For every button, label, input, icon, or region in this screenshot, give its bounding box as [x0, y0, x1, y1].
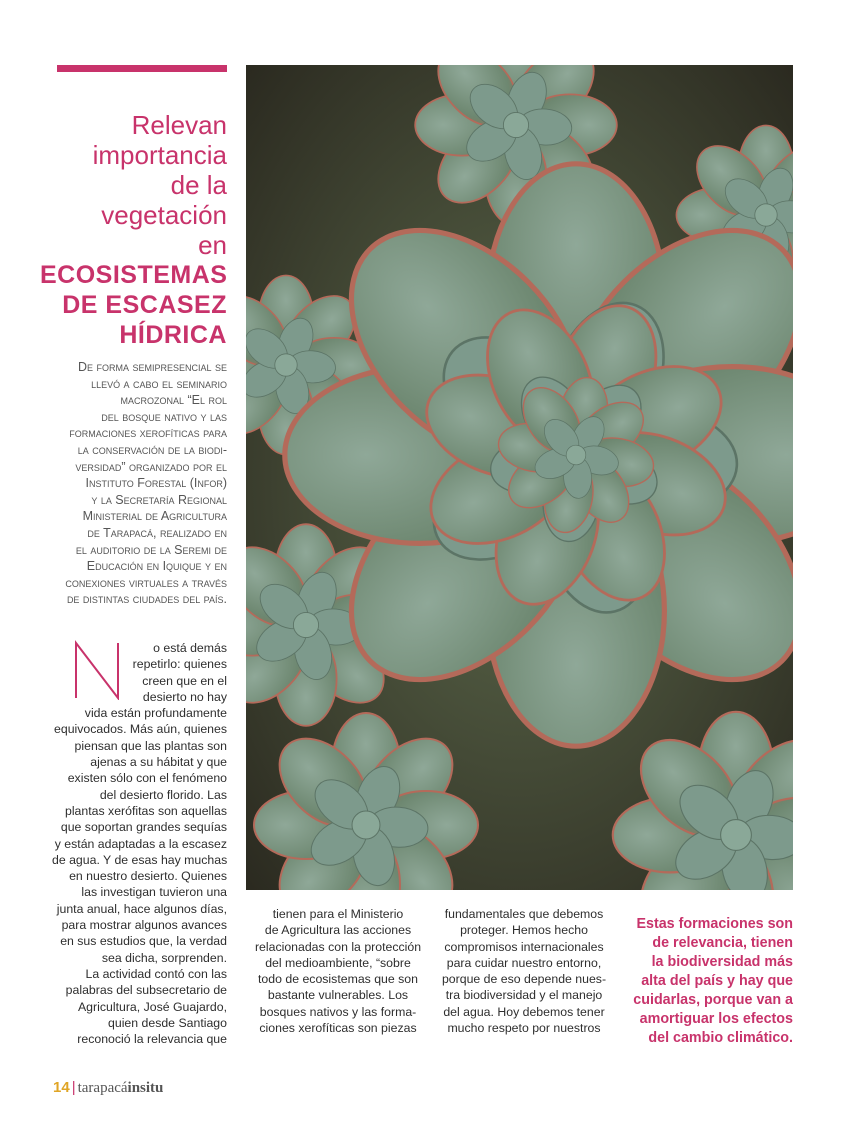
title-line: importancia: [92, 140, 227, 170]
lead-line: formaciones xerofíticas para: [69, 426, 227, 441]
text-line: las investigan tuvieron una: [81, 885, 227, 900]
pull-quote-line: amortiguar los efectos: [639, 1011, 793, 1027]
text-line: y están adaptadas a la escasez: [54, 836, 227, 851]
text-line: para mostrar algunos avances: [61, 918, 227, 933]
text-line: ajenas a su hábitat y que: [90, 755, 227, 770]
title-line: en: [198, 230, 227, 260]
footer-separator: |: [71, 1079, 76, 1096]
succulent-photo: [246, 65, 793, 890]
body-column-2: [246, 906, 430, 1036]
title-line: Relevan: [131, 110, 227, 140]
lead-line: del bosque nativo y las: [101, 409, 227, 424]
lead-line: la conservación de la biodi-: [77, 442, 227, 457]
text-line: relacionadas con la protección: [254, 939, 422, 954]
text-line: o está demás: [153, 641, 227, 655]
text-line: Agricultura, José Guajardo,: [77, 999, 227, 1014]
text-line: equivocados. Más aún, quienes: [54, 722, 227, 737]
pull-quote-line: del cambio climático.: [648, 1030, 793, 1046]
lead-line: Ministerial de Agricultura: [82, 509, 227, 524]
text-line: del medioambiente, “sobre: [265, 955, 411, 970]
pull-quote-line: cuidarlas, porque van a: [633, 992, 793, 1008]
text-line: bastante vulnerables. Los: [267, 988, 409, 1003]
text-line: plantas xerófitas son aquellas: [64, 803, 227, 818]
text-line: proteger. Hemos hecho: [460, 923, 588, 938]
lead-line: de Tarapacá, realizado en: [87, 525, 227, 540]
text-line: existen sólo con el fenómeno: [67, 771, 227, 786]
pull-quote-line: Estas formaciones son: [636, 916, 793, 932]
lead-line: el auditorio de la Seremi de: [75, 542, 227, 557]
text-line: La actividad contó con las: [85, 966, 227, 981]
text-line: de Agricultura las acciones: [264, 923, 412, 938]
text-line: tienen para el Ministerio: [272, 907, 404, 921]
title-line: de la: [170, 170, 227, 200]
title-line: vegetación: [101, 200, 227, 230]
text-line: palabras del subsecretario de: [65, 983, 227, 998]
text-line: todo de ecosistemas que son: [258, 972, 418, 987]
lead-line: de distintas ciudades del país.: [66, 592, 227, 607]
text-line: del agua. Hoy debemos tener: [443, 1004, 605, 1019]
text-line: tra biodiversidad y el manejo: [445, 988, 603, 1003]
magazine-name-regular: tarapacá: [77, 1080, 128, 1096]
pull-quote-line: alta del país y hay que: [641, 973, 793, 989]
text-line: mucho respeto por nuestros: [447, 1021, 601, 1036]
page-number: 14: [53, 1079, 70, 1096]
text-line: junta anual, hace algunos días,: [56, 901, 227, 916]
text-line: fundamentales que debemos: [444, 907, 604, 921]
text-line: bosques nativos y las forma-: [259, 1004, 417, 1019]
text-line: de agua. Y de esas hay muchas: [52, 852, 228, 867]
text-line: reconoció la relevancia que: [77, 1032, 227, 1047]
accent-bar: [57, 65, 227, 72]
text-line: sea dicha, sorprenden.: [101, 950, 227, 965]
text-line: compromisos internacionales: [444, 939, 604, 954]
lead-line: llevó a cabo el seminario: [91, 376, 227, 391]
magazine-name: [78, 1080, 164, 1096]
article-lead: [50, 359, 227, 608]
text-line: para cuidar nuestro entorno,: [446, 955, 602, 970]
article-title: [40, 110, 227, 350]
text-line: del desierto florido. Las: [99, 787, 227, 802]
text-line: vida están profundamente: [84, 706, 227, 721]
lead-line: versidad” organizado por el: [75, 459, 227, 474]
page-footer: [53, 1079, 163, 1097]
text-line: en sus estudios que, la verdad: [60, 934, 227, 949]
text-line: que soportan grandes sequías: [60, 820, 227, 835]
text-line: ciones xerofíticas son piezas: [259, 1021, 417, 1036]
pull-quote-line: la biodiversidad más: [651, 954, 793, 970]
text-line: repetirlo: quienes: [132, 657, 227, 672]
magazine-name-bold: insitu: [127, 1080, 164, 1096]
text-line: en nuestro desierto. Quienes: [69, 869, 227, 884]
body-column-1: [52, 640, 227, 1047]
lead-line: Instituto Forestal (Infor): [85, 476, 227, 491]
text-line: quien desde Santiago: [108, 1015, 227, 1030]
text-line: piensan que las plantas son: [74, 738, 227, 753]
lead-line: macrozonal “El rol: [120, 393, 227, 408]
pull-quote: [620, 915, 793, 1048]
lead-line: y la Secretaría Regional: [91, 492, 227, 507]
lead-line: De forma semipresencial se: [78, 360, 227, 374]
title-line-bold: DE ESCASEZ: [62, 291, 227, 319]
title-line-bold: ECOSISTEMAS: [40, 261, 228, 289]
text-line: creen que en el: [142, 673, 227, 688]
lead-line: Educación en Iquique y en: [86, 559, 227, 574]
lead-line: conexiones virtuales a través: [65, 575, 227, 590]
text-line: desierto no hay: [142, 689, 227, 704]
title-line-bold: HÍDRICA: [119, 321, 227, 349]
body-column-3: [432, 906, 616, 1036]
pull-quote-line: de relevancia, tienen: [652, 935, 793, 951]
text-line: porque de eso depende nues-: [441, 972, 607, 987]
